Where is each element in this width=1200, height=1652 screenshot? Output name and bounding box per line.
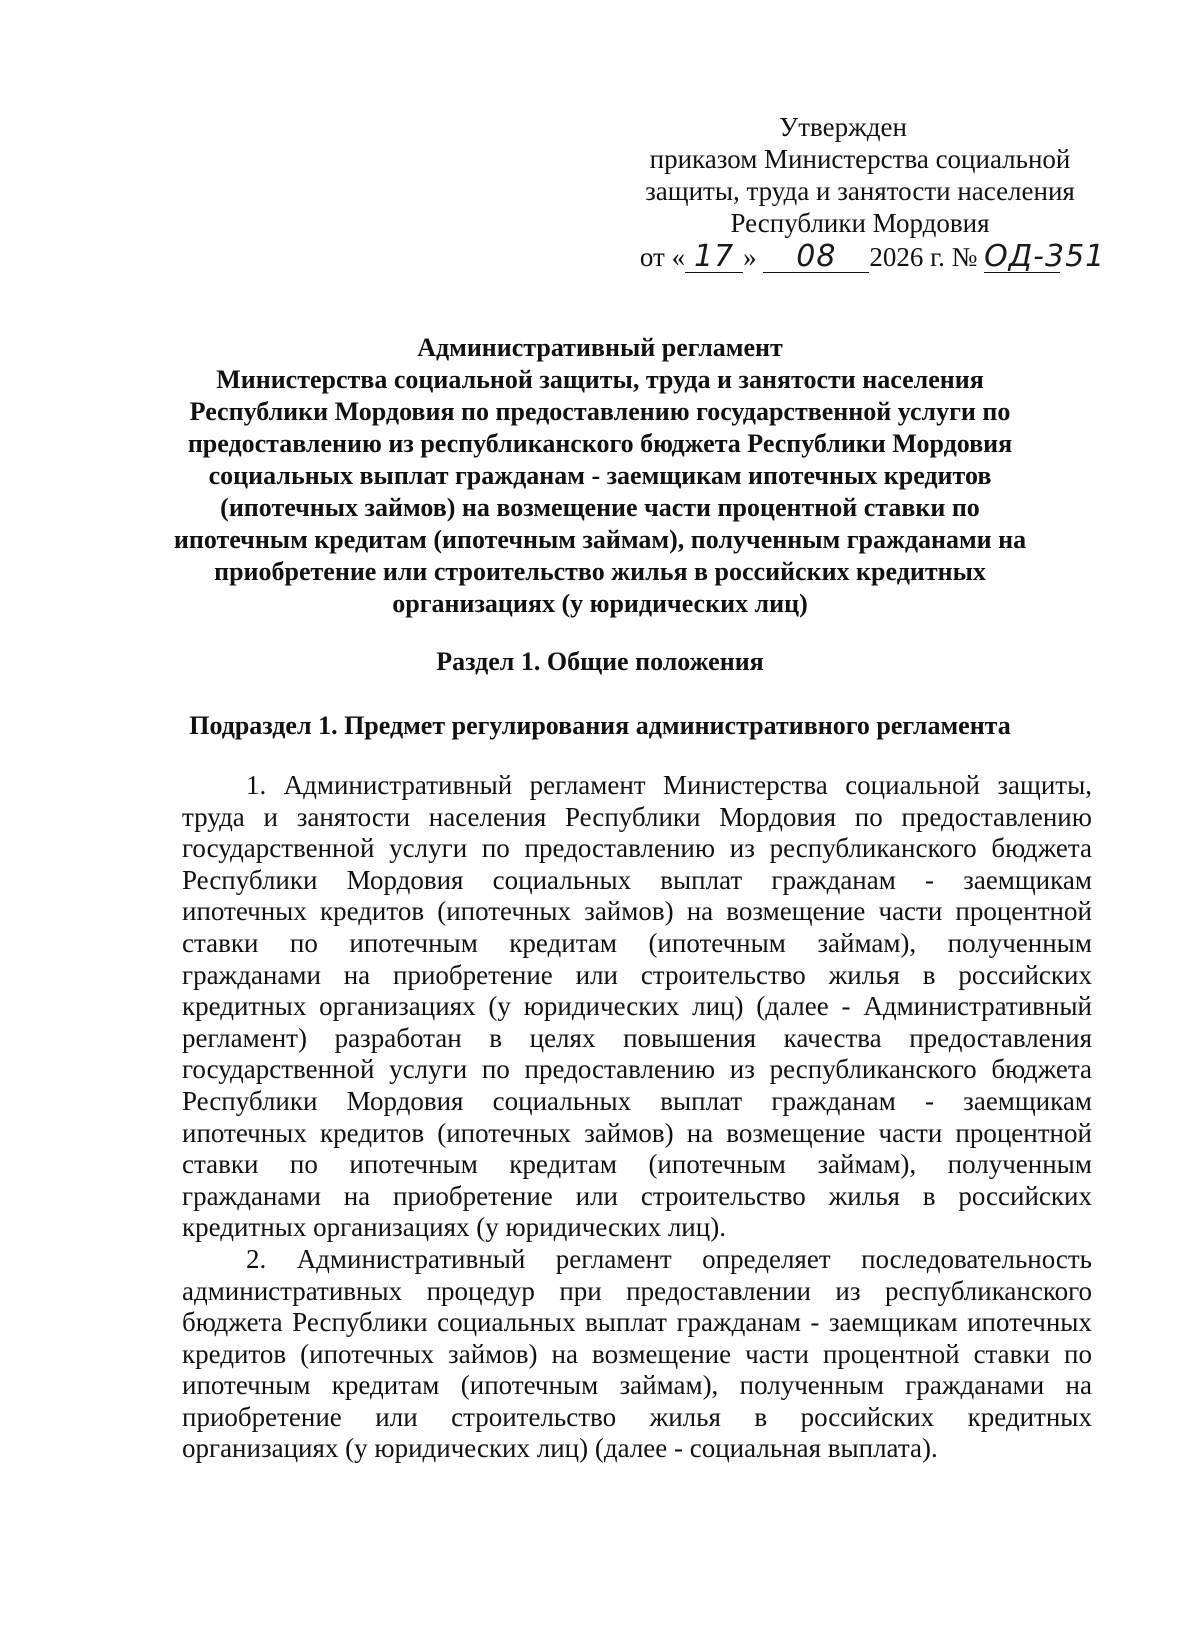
word: кредитам: [509, 927, 617, 958]
word: займам),: [817, 927, 917, 958]
word: заемщикам: [963, 864, 1092, 895]
title-line: (ипотечных займов) на возмещение части процентной ставки по: [220, 493, 980, 522]
word: предоставлению: [901, 801, 1092, 832]
word: полученным: [739, 1370, 884, 1401]
word: в: [922, 1180, 936, 1211]
paragraph-line: [182, 928, 1092, 960]
word: на: [551, 1338, 578, 1369]
paragraph-line: [182, 833, 1092, 865]
word: качества: [783, 1022, 882, 1053]
word: государственной: [182, 833, 375, 864]
word: труда: [182, 801, 245, 832]
word: кредитов: [319, 896, 425, 927]
word: Административный: [283, 770, 513, 800]
word: гражданам: [771, 864, 896, 895]
title-line: ипотечным кредитам (ипотечным займам), полученным гражданами на: [173, 525, 1027, 554]
paragraph-line: [182, 1054, 1092, 1086]
word: социальной: [845, 770, 980, 800]
word: ставки: [182, 1149, 259, 1180]
word: или: [575, 959, 618, 990]
handwritten-month: 08: [763, 242, 869, 273]
word: на: [1065, 1370, 1092, 1401]
date-prefix: от «: [639, 242, 686, 272]
word: населения: [428, 801, 547, 832]
word: приобретение: [182, 1401, 342, 1432]
word: и: [263, 801, 278, 832]
word: возмещение: [726, 896, 866, 927]
word: полученным: [947, 1149, 1092, 1180]
word: гражданам: [676, 1307, 801, 1338]
word: на: [343, 1180, 371, 1211]
title-line: социальных выплат гражданам - заемщикам ипотечных кредитов: [208, 461, 992, 490]
word: предоставлении: [626, 1275, 811, 1306]
word: по: [854, 801, 883, 832]
word: Республики: [182, 1085, 318, 1116]
word: или: [575, 1180, 618, 1211]
section-heading: Раздел 1. Общие положения: [436, 647, 764, 676]
word: государственной: [182, 1054, 375, 1085]
word: (ипотечным: [648, 927, 786, 958]
word: Мордовия: [346, 1085, 464, 1116]
word: на: [686, 896, 714, 927]
word: (ипотечным: [648, 1149, 786, 1180]
paragraph-line: [182, 1370, 1092, 1402]
word: целях: [529, 1022, 596, 1053]
word: заемщикам: [963, 1085, 1092, 1116]
paragraph-2: [182, 1244, 1092, 1465]
word: (ипотечных: [437, 1117, 572, 1148]
word: (у: [488, 991, 511, 1022]
word: -: [841, 991, 851, 1022]
paragraph-line: [182, 991, 1092, 1023]
word: процентной: [955, 896, 1092, 927]
word: -: [810, 1307, 820, 1338]
word: жилья: [828, 959, 900, 990]
word: юридических: [523, 991, 680, 1022]
word: Административный: [863, 991, 1092, 1022]
word: предоставлению: [524, 1054, 716, 1085]
title-line: Административный регламент: [417, 333, 783, 362]
word: процентной: [822, 1338, 960, 1369]
approval-stamp: [600, 111, 1120, 273]
word: предоставления: [909, 1022, 1092, 1053]
word: займов): [584, 1117, 674, 1148]
word: по: [481, 1054, 510, 1085]
word: регламент: [555, 1243, 672, 1274]
subsection-heading: Подраздел 1. Предмет регулирования административного регламента: [189, 711, 1011, 740]
word: в: [489, 1022, 503, 1053]
word: лиц): [692, 991, 744, 1022]
word: социальных: [437, 1307, 576, 1338]
title-line: Республики Мордовия по предоставлению государственной услуги по: [189, 397, 1011, 426]
word: Республики: [292, 1307, 428, 1338]
paragraph-line: [182, 1402, 1092, 1434]
word: или: [375, 1401, 418, 1432]
title-line: организациях (у юридических лиц): [392, 589, 808, 618]
title-line: Министерства социальной защиты, труда и занятости населения: [216, 365, 984, 394]
word: приобретение: [393, 959, 553, 990]
word: ипотечным: [182, 1370, 311, 1401]
approval-line-2: приказом Министерства социальной: [649, 144, 1071, 174]
body-text: [182, 770, 1092, 1465]
word: предоставлению: [524, 833, 716, 864]
handwritten-order-number: ОД-351: [984, 239, 1106, 274]
word: ставки: [973, 1338, 1050, 1369]
word: определяет: [702, 1243, 831, 1274]
paragraph-line: [182, 1276, 1092, 1308]
word: жилья: [828, 1180, 900, 1211]
paragraph-line: кредитных организациях (у юридических лиц).: [182, 1212, 726, 1243]
word: строительство: [640, 1180, 806, 1211]
word: республиканского: [769, 1054, 977, 1085]
word: по: [289, 1149, 318, 1180]
word: Республики: [565, 801, 701, 832]
word: Республики: [182, 864, 318, 895]
word: выплат: [660, 1085, 743, 1116]
word: гражданами: [182, 959, 321, 990]
word: -: [925, 1085, 934, 1116]
word: в: [754, 1401, 768, 1432]
word: республиканского: [769, 833, 977, 864]
word: займам),: [619, 1370, 719, 1401]
word: бюджета: [182, 1307, 283, 1338]
word: республиканского: [884, 1275, 1092, 1306]
approval-date-line: [580, 241, 1120, 273]
word: гражданами: [182, 1180, 321, 1211]
word: занятости: [296, 801, 411, 832]
word: социальных: [492, 1085, 632, 1116]
word: российских: [958, 1180, 1092, 1211]
word: из: [835, 1275, 861, 1306]
paragraph-line: [182, 1339, 1092, 1371]
approval-line-4: Республики Мордовия: [730, 208, 990, 238]
word: последовательность: [861, 1243, 1092, 1274]
word: возмещение: [592, 1338, 732, 1369]
word: -: [925, 864, 934, 895]
word: (ипотечных: [437, 896, 572, 927]
word: части: [878, 896, 943, 927]
document-title: [160, 332, 1040, 620]
word: по: [1064, 1338, 1092, 1369]
word: бюджета: [991, 1054, 1092, 1085]
paragraph-line: [182, 1307, 1092, 1339]
word: ипотечным: [349, 927, 478, 958]
word: строительство: [451, 1401, 617, 1432]
paragraph-line: [182, 802, 1092, 834]
word: Административный: [296, 1243, 526, 1274]
word: ипотечным: [349, 1149, 478, 1180]
word: (далее: [756, 991, 829, 1022]
word: процедур: [426, 1275, 535, 1306]
word: (ипотечным: [460, 1370, 599, 1401]
word: ипотечных: [967, 1307, 1092, 1338]
word: на: [686, 1117, 714, 1148]
paragraph-1: [182, 770, 1092, 1244]
word: 2.: [246, 1243, 267, 1274]
paragraph-line: [182, 1086, 1092, 1118]
word: услуги: [389, 833, 468, 864]
word: по: [289, 927, 318, 958]
word: российских: [800, 1401, 935, 1432]
word: кредитов: [182, 1338, 287, 1369]
word: жилья: [649, 1401, 721, 1432]
word: кредитных: [967, 1401, 1092, 1432]
paragraph-line: [182, 1149, 1092, 1181]
paragraph-line: [182, 865, 1092, 897]
approval-line-1: Утвержден: [779, 112, 907, 142]
word: займам),: [817, 1149, 917, 1180]
word: разработан: [334, 1022, 462, 1053]
paragraph-line: организациях (у юридических лиц) (далее - социальная выплата).: [182, 1433, 938, 1464]
word: ипотечных: [182, 1117, 307, 1148]
word: займов): [448, 1338, 538, 1369]
word: ипотечных: [182, 896, 307, 927]
paragraph-line: [182, 770, 1092, 802]
word: (ипотечных: [300, 1338, 434, 1369]
word: защиты,: [997, 770, 1092, 800]
title-line: приобретение или строительство жилья в российских кредитных: [214, 557, 986, 586]
paragraph-line: [182, 1181, 1092, 1213]
date-mid: »: [743, 242, 757, 272]
word: выплат: [660, 864, 743, 895]
paragraph-line: [182, 1023, 1092, 1055]
word: по: [481, 833, 510, 864]
word: 1.: [246, 770, 267, 800]
word: в: [922, 959, 936, 990]
word: организациях: [319, 991, 476, 1022]
paragraph-line: [182, 1244, 1092, 1276]
word: кредитам: [509, 1149, 617, 1180]
word: при: [559, 1275, 602, 1306]
word: Мордовия: [346, 864, 464, 895]
word: части: [745, 1338, 809, 1369]
word: заемщикам: [828, 1307, 958, 1338]
word: Министерства: [663, 770, 828, 800]
word: социальных: [492, 864, 632, 895]
word: выплат: [585, 1307, 667, 1338]
word: административных: [182, 1275, 403, 1306]
word: займов): [584, 896, 674, 927]
word: части: [878, 1117, 943, 1148]
paragraph-line: [182, 1118, 1092, 1150]
title-line: предоставлению из республиканского бюджета Республики Мордовия: [187, 429, 1013, 458]
paragraph-line: [182, 896, 1092, 928]
word: регламент): [182, 1022, 307, 1053]
word: Мордовия: [719, 801, 837, 832]
word: приобретение: [393, 1180, 553, 1211]
word: регламент: [529, 770, 646, 800]
word: гражданам: [771, 1085, 896, 1116]
word: кредитам: [331, 1370, 440, 1401]
word: бюджета: [991, 833, 1092, 864]
paragraph-line: [182, 960, 1092, 992]
word: кредитов: [319, 1117, 425, 1148]
word: кредитных: [182, 991, 307, 1022]
word: строительство: [640, 959, 806, 990]
word: на: [343, 959, 371, 990]
date-year: 2026 г.: [869, 242, 945, 272]
handwritten-day: 17: [685, 242, 743, 273]
word: гражданами: [905, 1370, 1045, 1401]
word: из: [729, 1054, 755, 1085]
word: из: [729, 833, 755, 864]
approval-line-3: защиты, труда и занятости населения: [645, 176, 1075, 206]
word: услуги: [389, 1054, 468, 1085]
word: повышения: [623, 1022, 756, 1053]
word: полученным: [947, 927, 1092, 958]
word: процентной: [955, 1117, 1092, 1148]
word: ставки: [182, 927, 259, 958]
word: российских: [958, 959, 1092, 990]
number-sign: №: [951, 242, 978, 272]
word: возмещение: [726, 1117, 866, 1148]
